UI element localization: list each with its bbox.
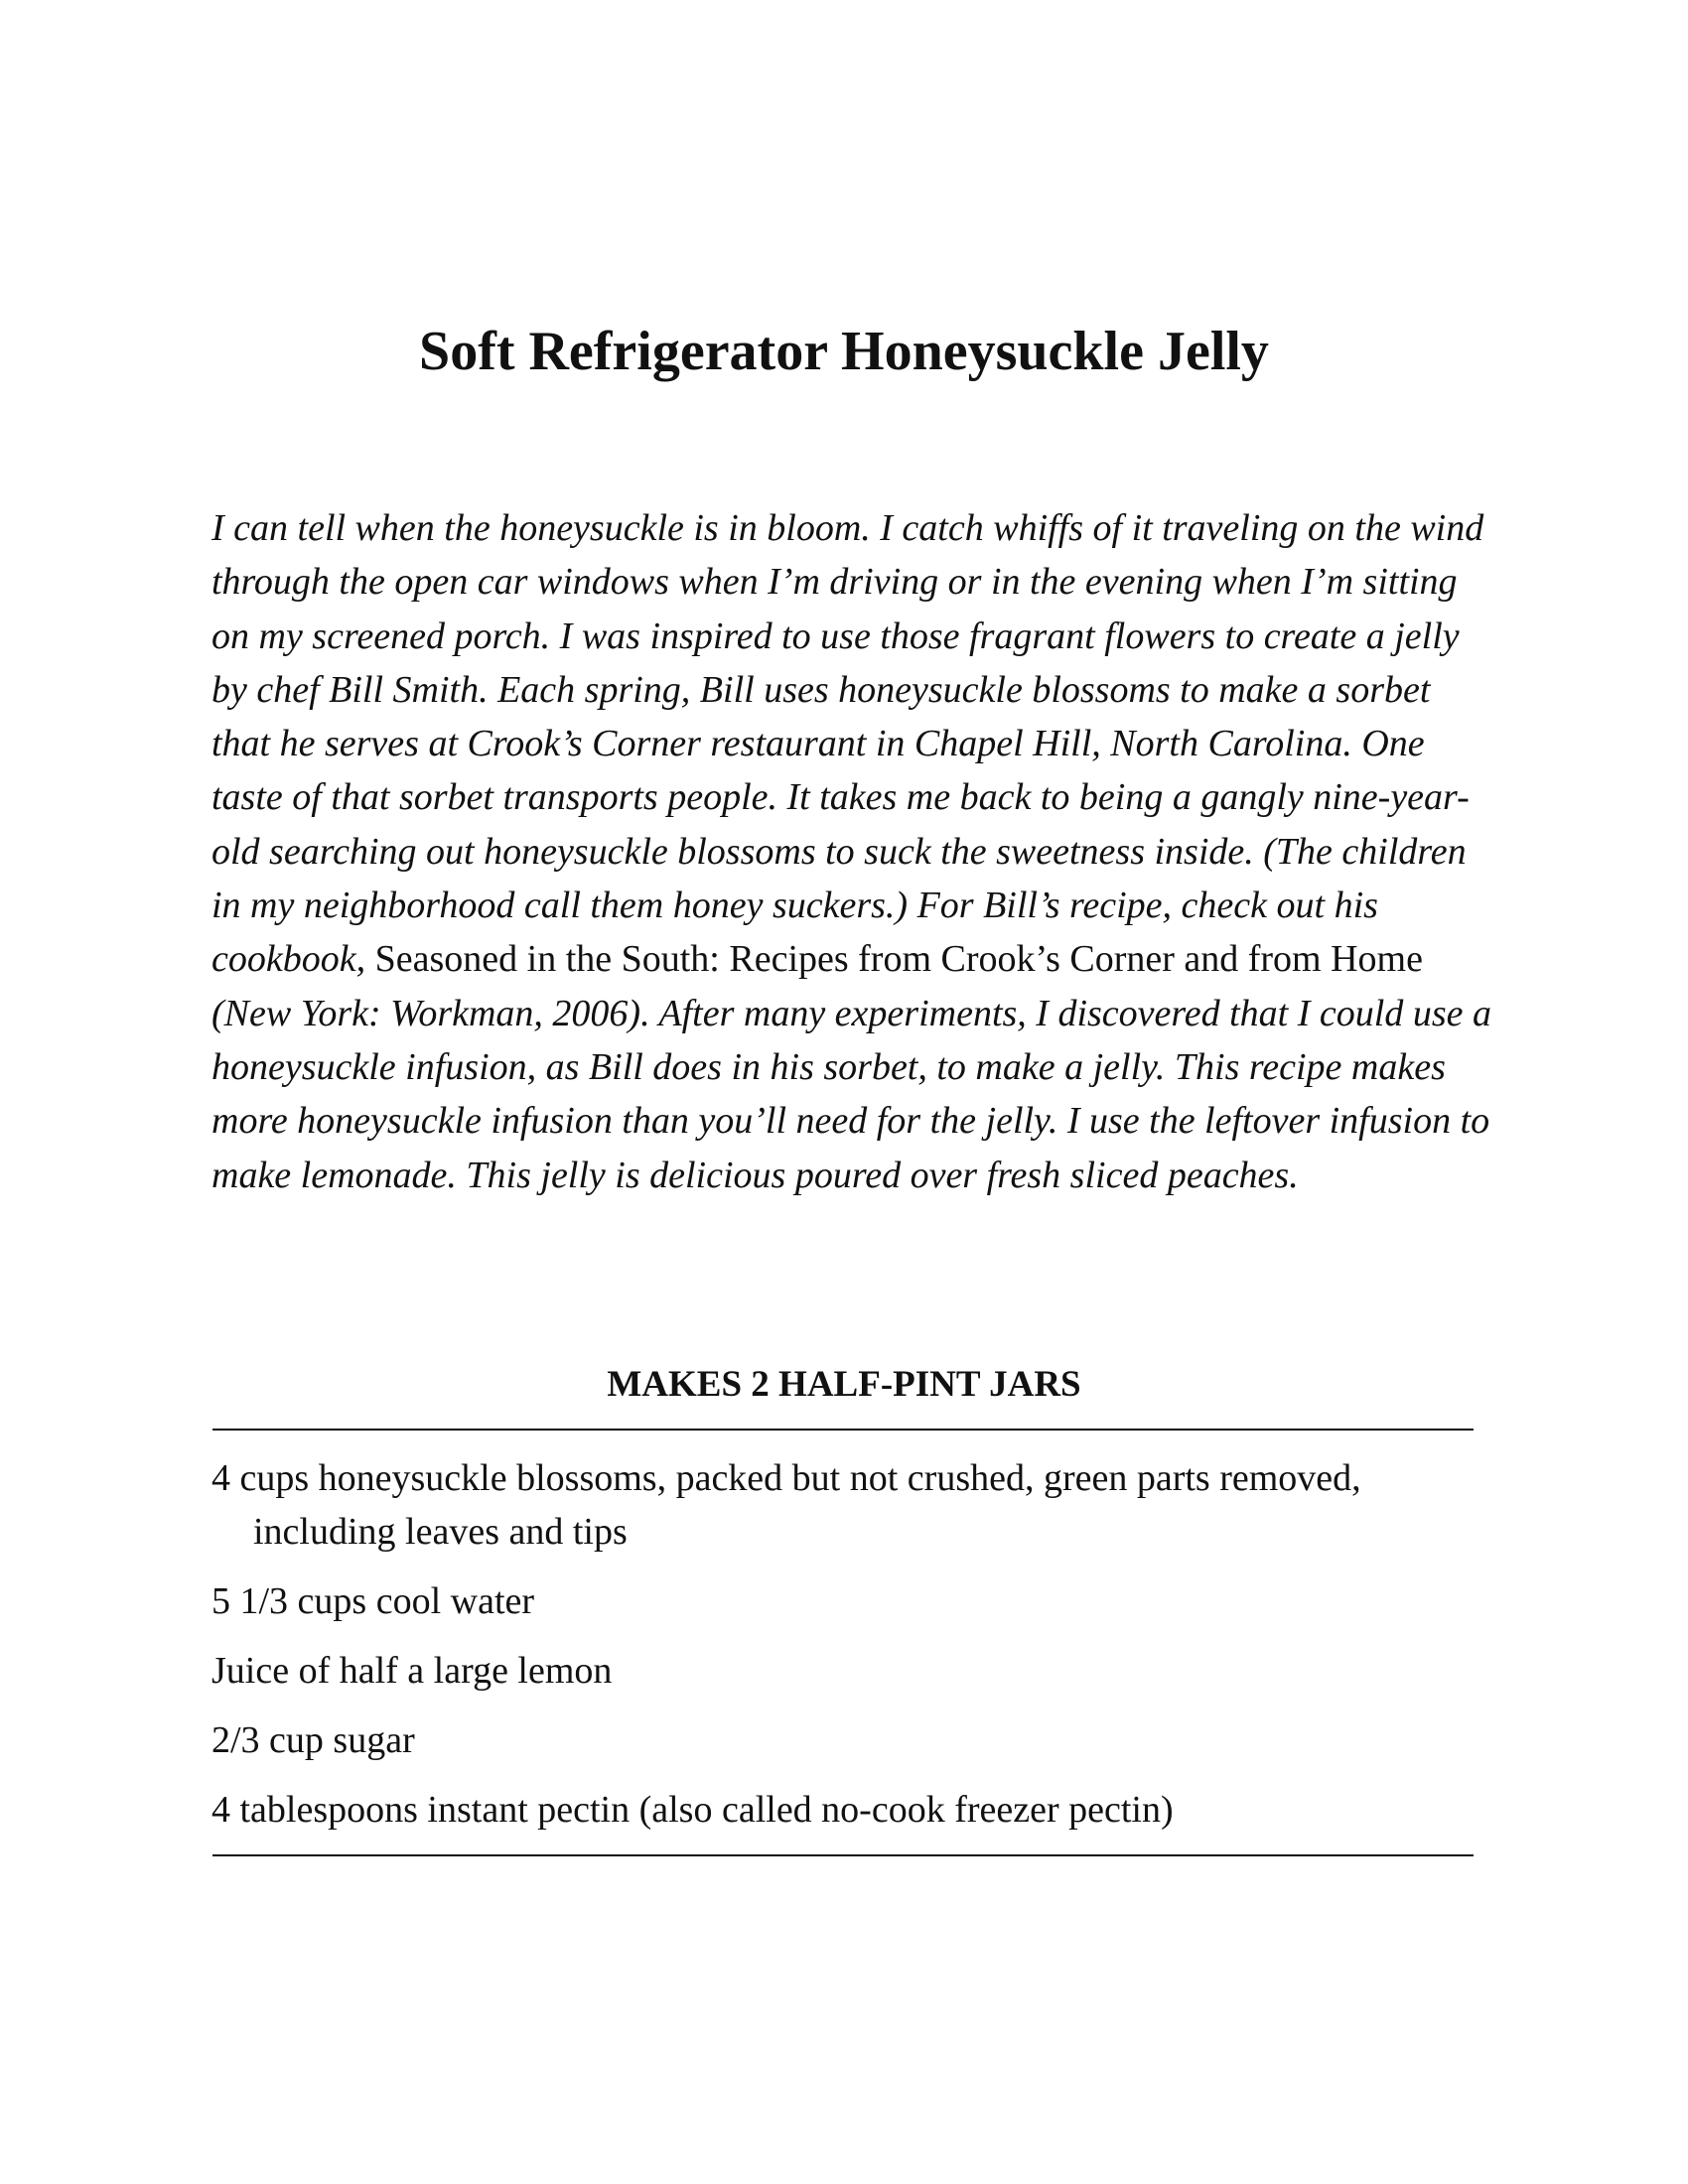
ingredients-list — [211, 1451, 1502, 1852]
recipe-yield: MAKES 2 HALF-PINT JARS — [607, 1364, 1081, 1405]
ingredient-item: Juice of half a large lemon — [211, 1650, 613, 1692]
intro-book-title: Seasoned in the South: Recipes from Crook’s Corner and from Home — [374, 938, 1423, 981]
ingredient-item: 4 cups honeysuckle blossoms, packed but not crushed, green parts removed, including leaves and tips — [211, 1457, 1361, 1553]
ingredients-bottom-rule — [212, 1854, 1474, 1856]
intro-text-part-1: I can tell when the honeysuckle is in bloom. I catch whiffs of it traveling on the wind through the open car windows when I’m driving or in the evening when I’m sitting on my screened porch. I was inspired to use those fragrant flowers to create a jelly by chef Bill Smith. Each spring, Bill uses honeysuckle blossoms to make a sorbet that he serves at Crook’s Corner restaurant in Chapel Hill, North Carolina. One taste of that sorbet transports people. It takes me back to being a gangly nine-year-old searching out honeysuckle blossoms to suck the sweetness inside. (The children in my neighborhood call them honey suckers.) For Bill’s recipe, check out his cookbook, — [211, 507, 1484, 981]
recipe-intro — [211, 501, 1492, 1202]
ingredients-top-rule — [212, 1429, 1474, 1431]
intro-text-part-2: (New York: Workman, 2006). After many experiments, I discovered that I could use a honeysuckle infusion, as Bill does in his sorbet, to make a jelly. This recipe makes more honeysuckle infusion than you’ll need for the jelly. I use the leftover infusion to make lemonade. This jelly is delicious poured over fresh sliced peaches. — [211, 992, 1491, 1196]
ingredient-item: 4 tablespoons instant pectin (also called no-cook freezer pectin) — [211, 1789, 1174, 1831]
ingredient-item: 2/3 cup sugar — [211, 1719, 415, 1761]
recipe-title: Soft Refrigerator Honeysuckle Jelly — [419, 321, 1269, 382]
ingredient-item: 5 1/3 cups cool water — [211, 1580, 535, 1622]
